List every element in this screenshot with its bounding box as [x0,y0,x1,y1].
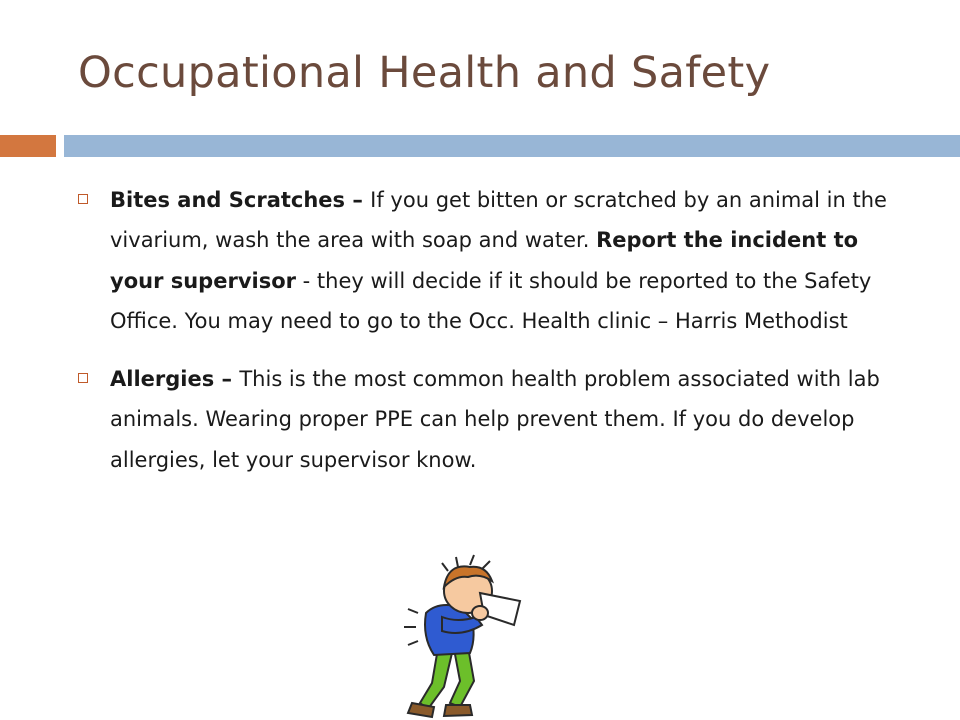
sneezing-person-icon [398,553,548,720]
bullet-box-icon [78,373,88,383]
slide-title: Occupational Health and Safety [78,48,771,98]
bullet-heading: Allergies – [110,367,240,392]
title-accent-bar [0,135,56,157]
bullet-text: If you get bitten or scratched by an animal in the vivarium, wash the area with soap and water. [110,188,887,253]
bullet-list [76,180,916,480]
bullet-heading: Bites and Scratches – [110,188,371,212]
bullet-text: - they will decide if it should be reported to the Safety Office. You may need to go to the Occ. Health clinic – Harris Methodist [110,268,872,333]
bullet-allergies [76,359,916,480]
bullet-bites-scratches [76,180,916,341]
title-underline-bar [64,135,960,157]
bullet-text: This is the most common health problem associated with lab animals. Wearing proper PPE can help prevent them. If you do develop allergies, let your supervisor know. [110,367,880,472]
bullet-box-icon [78,194,88,204]
bullet-emphasis: Report the incident to your supervisor [110,228,859,293]
